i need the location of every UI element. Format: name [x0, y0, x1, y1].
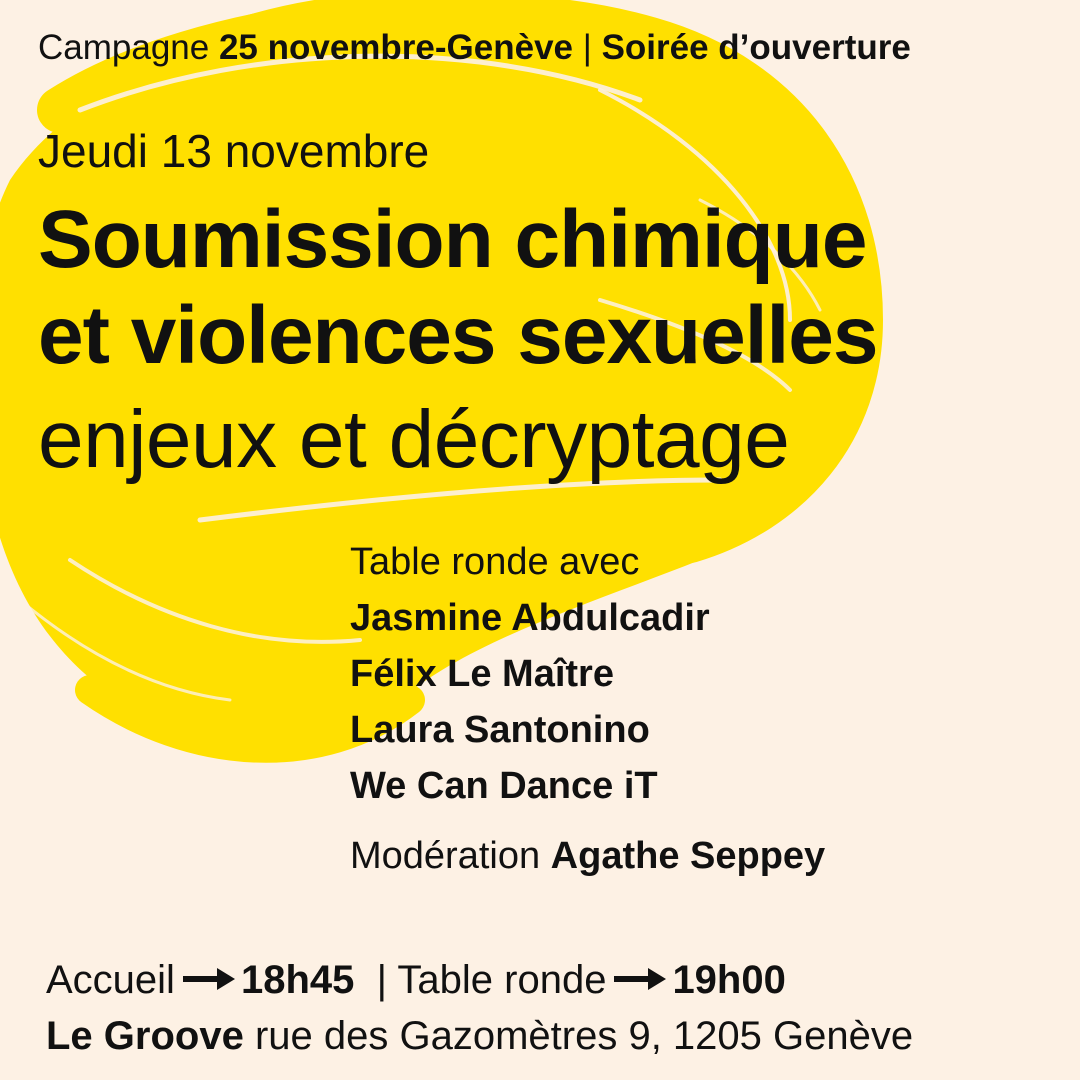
welcome-label: Accueil — [46, 958, 175, 1002]
header-prefix: Campagne — [38, 28, 219, 67]
event-subtitle: enjeux et décryptage — [38, 394, 790, 485]
header-campaign: 25 novembre-Genève — [218, 28, 574, 67]
schedule-separator: | — [354, 958, 398, 1002]
venue-line — [46, 1008, 1056, 1064]
moderation-label: Modération — [350, 835, 551, 877]
event-title — [38, 192, 1068, 384]
event-date: Jeudi 13 novembre — [38, 125, 430, 177]
venue-address: rue des Gazomètres 9, 1205 Genève — [243, 1014, 914, 1058]
campaign-header — [38, 28, 911, 68]
header-separator: | — [573, 28, 602, 67]
moderator-name: Agathe Seppey — [550, 835, 826, 877]
speaker-list — [350, 590, 1050, 814]
venue-name: Le Groove — [46, 1014, 244, 1058]
welcome-time: 18h45 — [240, 958, 355, 1002]
header-event-type: Soirée d’ouverture — [601, 28, 911, 67]
panel-intro: Table ronde avec — [350, 541, 640, 583]
speaker-item: Laura Santonino — [350, 709, 650, 751]
right-arrow-icon — [183, 966, 235, 992]
speaker-item: Jasmine Abdulcadir — [350, 597, 710, 639]
moderation-line — [350, 828, 1050, 884]
event-title-line: et violences sexuelles — [38, 290, 878, 381]
roundtable-label: Table ronde — [397, 958, 607, 1002]
speaker-item: Félix Le Maître — [350, 653, 614, 695]
speaker-item: We Can Dance iT — [350, 765, 658, 807]
right-arrow-icon — [614, 966, 666, 992]
event-title-line: Soumission chimique — [38, 194, 867, 285]
roundtable-panel — [350, 534, 1050, 884]
event-footer — [46, 952, 1056, 1064]
schedule-line — [46, 952, 1056, 1008]
roundtable-time: 19h00 — [672, 958, 786, 1002]
